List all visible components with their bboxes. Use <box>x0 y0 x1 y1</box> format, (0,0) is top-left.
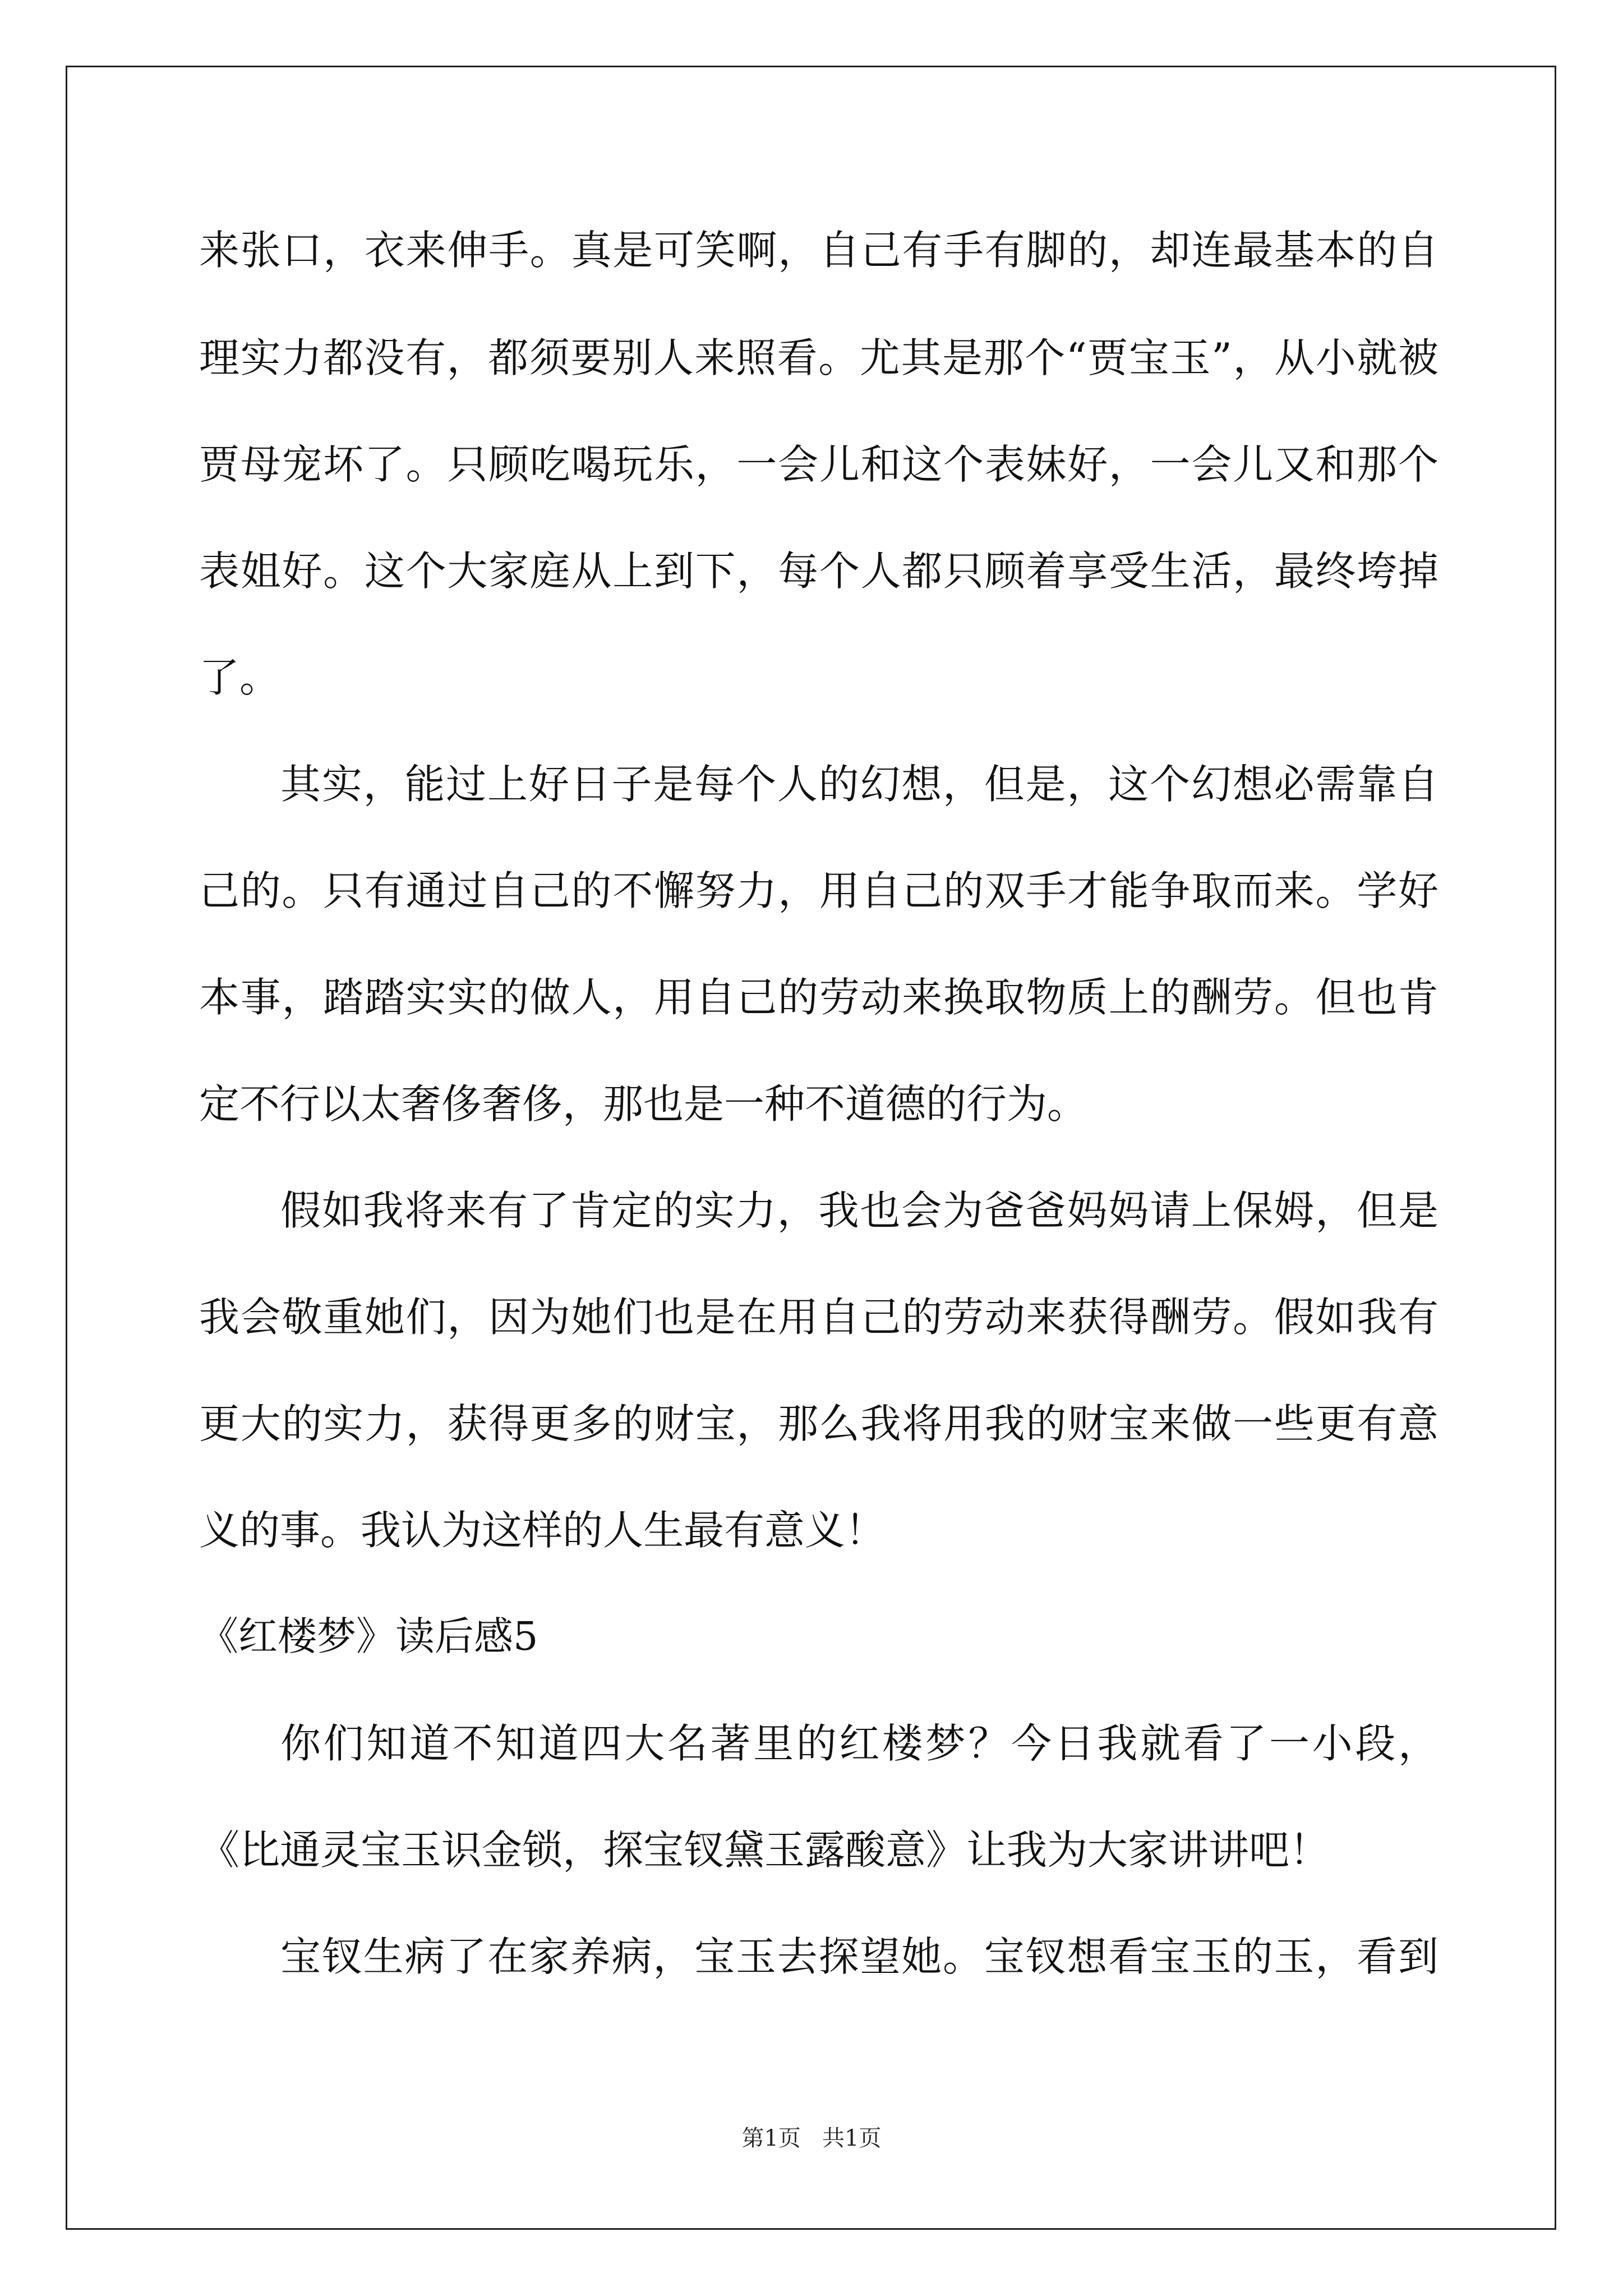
text-line: 假如我将来有了肯定的实力，我也会为爸爸妈妈请上保姆，但是 <box>280 1187 1438 1234</box>
text-line: 宝钗生病了在家养病，宝玉去探望她。宝钗想看宝玉的玉，看到 <box>280 1933 1438 1980</box>
text-line: 己的。只有通过自己的不懈努力，用自己的双手才能争取而来。学好 <box>199 867 1438 914</box>
text-line: 来张口，衣来伸手。真是可笑啊，自己有手有脚的，却连最基本的自 <box>199 227 1438 274</box>
text-line: 理实力都没有，都须要别人来照看。尤其是那个“贾宝玉”，从小就被 <box>199 334 1438 381</box>
page-footer: 第1页 共1页 <box>741 2125 882 2151</box>
text-line: 你们知道不知道四大名著里的红楼梦？今日我就看了一小段， <box>280 1720 1438 1767</box>
text-line: 我会敬重她们，因为她们也是在用自己的劳动来获得酬劳。假如我有 <box>199 1294 1438 1341</box>
text-line: 贾母宠坏了。只顾吃喝玩乐，一会儿和这个表妹好，一会儿又和那个 <box>199 441 1438 488</box>
text-line: 义的事。我认为这样的人生最有意义！ <box>199 1507 886 1554</box>
text-line: 本事，踏踏实实的做人，用自己的劳动来换取物质上的酬劳。但也肯 <box>199 974 1438 1021</box>
text-line: 表姐好。这个大家庭从上到下，每个人都只顾着享受生活，最终垮掉 <box>199 547 1438 595</box>
text-line: 《比通灵宝玉识金锁，探宝钗黛玉露酸意》让我为大家讲讲吧！ <box>199 1826 1330 1874</box>
text-line: 其实，能过上好日子是每个人的幻想，但是，这个幻想必需靠自 <box>280 761 1438 808</box>
section-heading: 《红楼梦》读后感5 <box>199 1613 538 1659</box>
page-border <box>66 66 1556 2230</box>
text-line: 了。 <box>199 654 280 701</box>
text-line: 更大的实力，获得更多的财宝，那么我将用我的财宝来做一些更有意 <box>199 1400 1438 1447</box>
text-line: 定不行以太奢侈奢侈，那也是一种不道德的行为。 <box>199 1080 1088 1128</box>
